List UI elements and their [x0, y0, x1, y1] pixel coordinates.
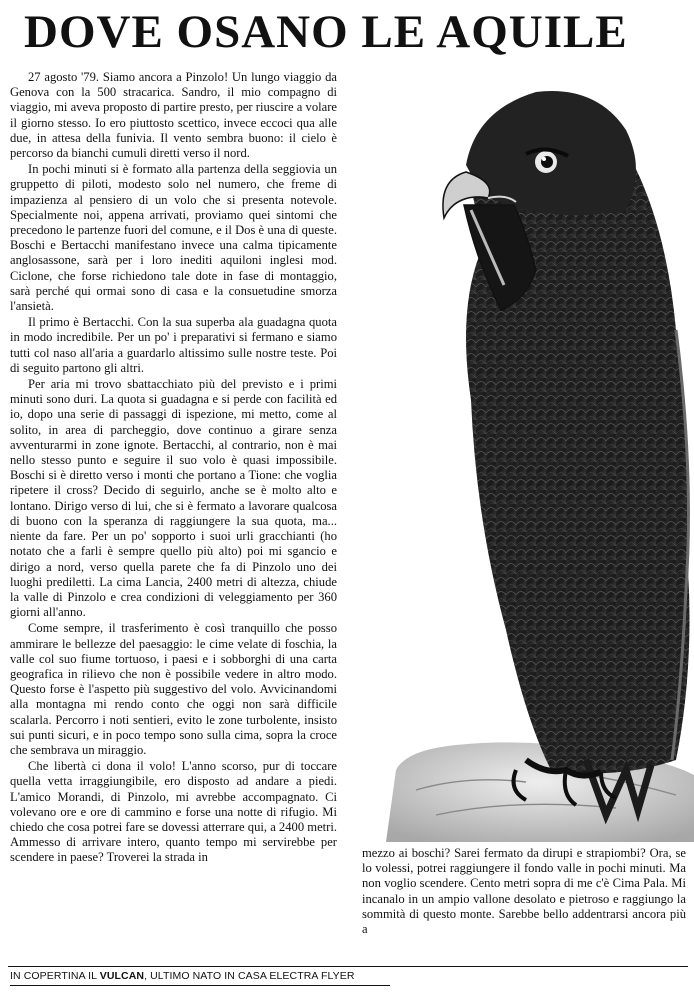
article-body-left-column: [10, 70, 337, 867]
paragraph-continuation: mezzo ai boschi? Sarei fermato da dirupi e strapiombi? Ora, se lo volessi, potrei raggiungere il fondo valle in pochi minuti. Ma non voglio scendere. Cento metri sopra di me c'è Cima Pala. Mi incanalo in un ampio vallone desolato e pietroso e raggiungo la sommità di questo monte. Sarebbe bello addentrarsi ancora più a: [362, 846, 686, 937]
footer-divider: [8, 966, 688, 967]
cover-caption-prefix: IN COPERTINA IL: [10, 970, 100, 982]
paragraph-4: Per aria mi trovo sbattacchiato più del previsto e i primi minuti sono duri. La quota si guadagna e si perde con facilità ed io, dopo una serie di passaggi di ispezione, mi metto, come al solito, in area di parcheggio, dove continuo a girare senza avventurarmi in zone ignote. Bertacchi, al contrario, non è mai nello stesso punto e seguire il suo volo è quasi impossibile. Boschi si è diretto verso i monti che portano a Tione: che voglia ripetere il cross? Decido di seguirlo, anche se è molto alto e lontano. Dirigo verso di lui, che si è fermato a lavorare qualcosa di buono con la speranza di raggiungere la sua quota, ma... niente da fare. Per un po' sopporto i suoi urli gracchianti (ho notato che a farli è sempre quello più alto) poi mi sgancio e dirigo a nord, verso quella parete che fa di Pinzolo uno dei luoghi prediletti. La cima Lancia, 2400 metri di altezza, chiude la valle di Pinzolo e crea condizioni di veleggiamento per 360 giorni all'anno.: [10, 377, 337, 620]
paragraph-1: 27 agosto '79. Siamo ancora a Pinzolo! Un lungo viaggio da Genova con la 500 stracarica. Sandro, il mio compagno di viaggio, mi aveva proposto di partire presto, per riuscire a volare il giorno stesso. Io ero piuttosto scettico, invece eccoci qua alle due, in attesa della funivia. Il vento sembra buono: il cielo è percorso da bianchi cumuli diretti verso il nord.: [10, 70, 337, 161]
paragraph-6: Che libertà ci dona il volo! L'anno scorso, pur di toccare quella vetta irraggiungibile, ero disposto ad andare a piedi. L'amico Morandi, di Pinzolo, mi avrebbe accompagnato. Ci volevano ore e ore di cammino e forse una notte di rifugio. Mi chiedo che cosa potrei fare se dovessi atterrare qui, a 2400 metri. Ammesso di arrivare intero, quanto tempo mi servirebbe per scendere in paese? Troverei la strada in: [10, 759, 337, 865]
paragraph-5: Come sempre, il trasferimento è così tranquillo che posso ammirare le bellezze del paesaggio: le cime velate di foschia, la valle col suo fiume tortuoso, i paesi e i sobborghi di una carta geografica in rilievo che non è possibile vedere in altro modo. Questo forse è l'aspetto più suggestivo del volo. Avvicinandomi alla montagna mi rendo conto che oggi non sarà difficile scalarla. Percorro i noti sentieri, evito le zone turbolente, insisto sui punti sicuri, e in poco tempo sono sulla cima, sopra la croce che sembrava un miraggio.: [10, 621, 337, 757]
cover-caption-highlight: VULCAN: [99, 970, 145, 982]
paragraph-3: Il primo è Bertacchi. Con la sua superba ala guadagna quota in modo incredibile. Per un po' i preparativi si fermano e siamo tutti col naso all'aria a guardarlo altissimo sulle nostre teste. Poi di seguito partono gli altri.: [10, 315, 337, 375]
article-title: DOVE OSANO LE AQUILE: [24, 6, 628, 58]
article-body-right-column: [362, 846, 686, 937]
cover-caption-suffix: , ULTIMO NATO IN CASA ELECTRA FLYER: [144, 970, 355, 982]
eagle-photo: [376, 70, 694, 842]
paragraph-2: In pochi minuti si è formato alla partenza della seggiovia un gruppetto di piloti, modesto solo nel numero, che freme di impazienza al pensiero di un volo che si presenta notevole. Specialmente noi, appena arrivati, proviamo quei sintomi che precedono le partenze fuori del comune, e il Dos è una di queste. Boschi e Bertacchi manifestano invece una calma tipicamente anglosassone, sarà per i loro inediti aquiloni inglesi mod. Ciclone, che forse richiedono tale dote in fase di montaggio, sarà perché qui ormai sono di casa e la consuetudine smorza l'ansietà.: [10, 162, 337, 314]
cover-caption: [10, 970, 390, 986]
